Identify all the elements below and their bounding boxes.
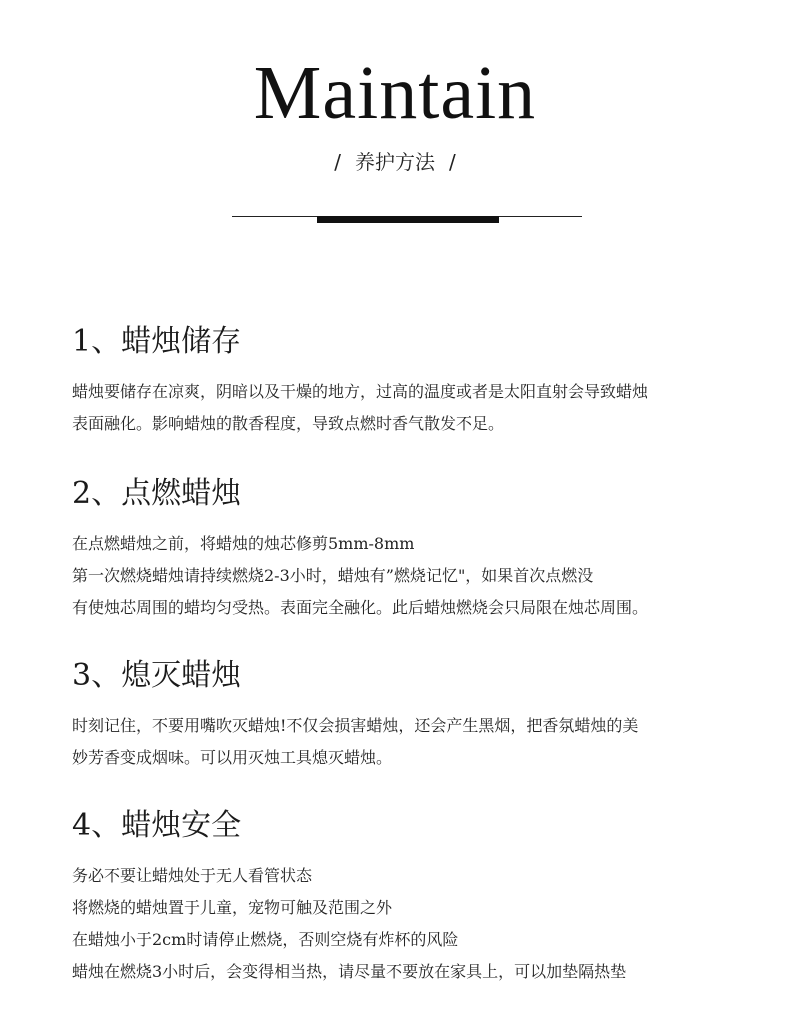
section-extinguish-candle — [72, 656, 752, 774]
section-candle-safety — [72, 806, 752, 988]
section-heading: 4、蜡烛安全 — [72, 808, 242, 843]
body-line: 在蜡烛小于2cm时请停止燃烧，否则空烧有炸杯的风险 — [72, 930, 459, 949]
page-title: Maintain — [253, 51, 537, 135]
body-line: 蜡烛在燃烧3小时后，会变得相当热，请尽量不要放在家具上，可以加垫隔热垫 — [72, 962, 627, 981]
body-line: 有使烛芯周围的蜡均匀受热。表面完全融化。此后蜡烛燃烧会只局限在烛芯周围。 — [72, 598, 649, 617]
subtitle-slash-right: / — [449, 150, 456, 174]
section-lighting-candle — [72, 474, 752, 624]
body-line: 第一次燃烧蜡烛请持续燃烧2-3小时，蜡烛有”燃烧记忆"，如果首次点燃没 — [72, 566, 594, 585]
section-heading: 3、熄灭蜡烛 — [72, 658, 242, 693]
subtitle-slash-left: / — [334, 150, 341, 174]
body-line: 蜡烛要储存在凉爽，阴暗以及干燥的地方，过高的温度或者是太阳直射会导致蜡烛 — [72, 382, 649, 401]
body-line: 时刻记住，不要用嘴吹灭蜡烛!不仅会损害蜡烛，还会产生黑烟，把香氛蜡烛的美 — [72, 716, 639, 735]
body-line: 在点燃蜡烛之前，将蜡烛的烛芯修剪5mm-8mm — [72, 534, 415, 553]
section-body — [72, 528, 752, 624]
body-line: 妙芳香变成烟味。可以用灭烛工具熄灭蜡烛。 — [72, 748, 393, 767]
title-divider-bar — [317, 216, 499, 223]
body-line: 表面融化。影响蜡烛的散香程度，导致点燃时香气散发不足。 — [72, 414, 505, 433]
section-heading: 2、点燃蜡烛 — [72, 476, 242, 511]
body-line: 务必不要让蜡烛处于无人看管状态 — [72, 866, 313, 885]
section-body — [72, 860, 752, 988]
section-body — [72, 376, 752, 440]
page-subtitle — [0, 148, 790, 176]
body-line: 将燃烧的蜡烛置于儿童，宠物可触及范围之外 — [72, 898, 393, 917]
section-candle-storage — [72, 322, 752, 440]
subtitle-text: 养护方法 — [355, 150, 435, 174]
section-heading: 1、蜡烛储存 — [72, 324, 242, 359]
section-body — [72, 710, 752, 774]
